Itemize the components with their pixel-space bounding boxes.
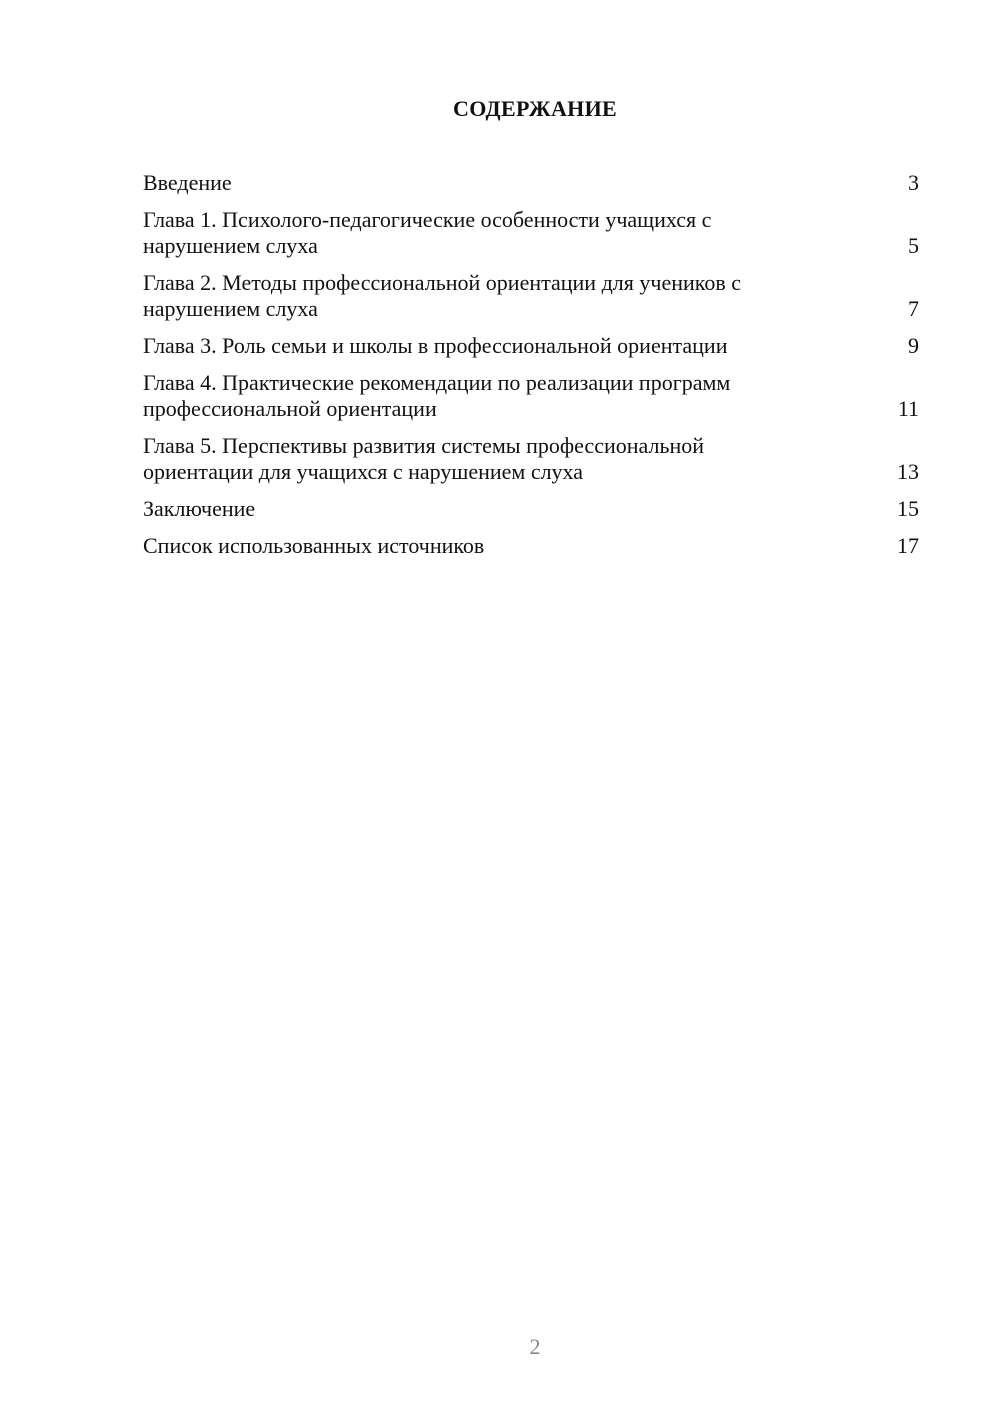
toc-entry-label [143,333,851,359]
toc-entry-line: ориентации для учащихся с нарушением слуха [143,459,584,484]
toc-entry-page-number: 9 [908,333,919,358]
toc-entry-label [143,370,851,422]
toc-entry-page-number: 3 [908,170,919,195]
toc-title: СОДЕРЖАНИЕ [453,96,617,121]
toc-entry-page-number: 11 [897,396,919,421]
toc-entry-label [143,270,851,322]
toc-entry-page-number: 17 [897,533,919,558]
toc-entry-introduction [143,170,919,196]
toc-entry-references [143,533,919,559]
toc-entry-chapter-5 [143,433,919,485]
toc-entry-line: Список использованных источников [143,533,485,558]
toc-entry-line: Глава 5. Перспективы развития системы профессиональной [143,433,705,458]
toc-entry-line: Заключение [143,496,256,521]
toc-entry-page-number: 5 [908,233,919,258]
toc-entry-line: Глава 4. Практические рекомендации по реализации программ [143,370,731,395]
toc-entry-chapter-4 [143,370,919,422]
toc-entry-chapter-3 [143,333,919,359]
toc-entry-page-number: 7 [908,296,919,321]
toc-entry-chapter-2 [143,270,919,322]
toc-entry-line: нарушением слуха [143,233,318,258]
toc-entry-line: нарушением слуха [143,296,318,321]
toc-entry-page-number: 15 [897,496,919,521]
toc-entry-label [143,207,851,259]
toc-entry-label [143,496,851,522]
toc-entry-line: Глава 3. Роль семьи и школы в профессиональной ориентации [143,333,728,358]
toc-entry-chapter-1 [143,207,919,259]
toc-entry-line: Глава 2. Методы профессиональной ориентации для учеников с [143,270,741,295]
toc-entry-label [143,170,851,196]
toc-entry-label [143,433,851,485]
toc-entry-label [143,533,851,559]
toc-entry-line: Введение [143,170,232,195]
toc-entry-page-number: 13 [897,459,919,484]
toc-entry-line: профессиональной ориентации [143,396,437,421]
page-number: 2 [529,1334,541,1359]
toc-entry-conclusion [143,496,919,522]
table-of-contents [143,170,919,570]
toc-entry-line: Глава 1. Психолого-педагогические особенности учащихся с [143,207,712,232]
